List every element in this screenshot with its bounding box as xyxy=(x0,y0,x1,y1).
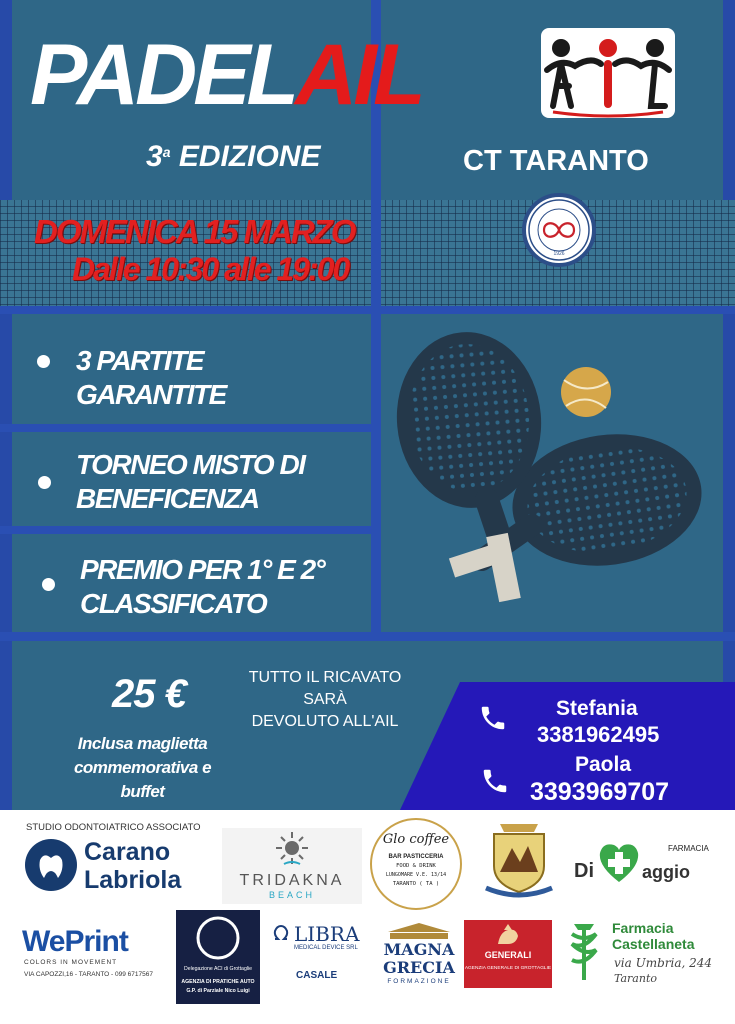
tooth-icon xyxy=(24,838,78,892)
weprint-logo xyxy=(22,925,128,959)
carano-name1: Carano xyxy=(84,838,171,866)
lion-icon xyxy=(494,924,522,948)
ail-logo xyxy=(541,28,675,118)
aci-line1: Delegazione ACI di Grottaglie xyxy=(183,966,253,972)
libra-sub: MEDICAL DEVICE SRL xyxy=(294,945,358,951)
contact-1-phone[interactable]: 3381962495 xyxy=(537,722,660,747)
entry-price: 25 € xyxy=(112,672,186,716)
phone-icon xyxy=(480,766,510,796)
sponsor-farmacia-di-maggio xyxy=(572,838,712,896)
glo-line3: LUNGOMARE V.E. 13/14 xyxy=(385,872,447,878)
court-base-line xyxy=(0,632,735,641)
sponsor-carano-labriola xyxy=(22,818,207,906)
feature-1-line2: GARANTITE xyxy=(76,379,226,410)
bullet-2 xyxy=(38,476,51,489)
ail-people-icon xyxy=(541,28,675,118)
court-side-left xyxy=(0,0,12,810)
proceeds-line3: DEVOLUTO ALL'AIL xyxy=(251,713,399,730)
carano-name2: Labriola xyxy=(84,866,182,894)
includes-line1: Inclusa maglietta xyxy=(77,734,208,753)
court-service-line xyxy=(0,306,735,314)
club-logo-year: 1926 xyxy=(553,251,565,257)
aci-logo-icon xyxy=(196,916,240,960)
castellaneta-line1: Farmacia xyxy=(612,920,674,936)
proceeds-note xyxy=(230,667,420,733)
feature-3-line1: PREMIO PER 1° E 2° xyxy=(80,554,325,585)
price-includes xyxy=(55,732,230,804)
carano-tagline: STUDIO ODONTOIATRICO ASSOCIATO xyxy=(26,822,201,833)
glo-line1: BAR PASTICCERIA xyxy=(388,854,444,860)
aci-line3: G.P. di Parziale Nico Luigi xyxy=(186,988,250,994)
sponsor-magna-grecia xyxy=(378,922,460,992)
glo-line2: FOOD & DRINK xyxy=(396,863,436,869)
edition-suffix: a xyxy=(162,144,171,160)
weprint-print: Print xyxy=(64,925,128,958)
diaggio-name2: aggio xyxy=(642,862,690,882)
magna-line1: MAGNA xyxy=(383,940,455,959)
sponsor-generali xyxy=(464,920,552,988)
proceeds-line1: TUTTO IL RICAVATO xyxy=(248,669,402,686)
edition-text: EDIZIONE xyxy=(178,140,321,173)
title-padel: PADEL xyxy=(30,27,296,123)
padel-rackets-icon xyxy=(392,330,712,610)
sun-shell-icon xyxy=(270,830,314,870)
castellaneta-line3: via Umbria, 244 xyxy=(614,956,713,970)
heart-cross-icon xyxy=(596,840,642,886)
castellaneta-line4: Taranto xyxy=(614,972,657,985)
sponsor-glo-coffee xyxy=(370,818,462,910)
poster-title xyxy=(30,27,422,123)
weprint-we: We xyxy=(22,925,65,958)
coat-of-arms-icon xyxy=(480,818,558,902)
feature-3 xyxy=(80,553,324,621)
libra-name: LIBRA xyxy=(294,922,360,946)
proceeds-line2: SARÀ xyxy=(303,691,347,708)
generali-name: GENERALI xyxy=(484,950,532,960)
tridakna-name: TRIDAKNA xyxy=(239,872,345,889)
includes-line2: commemorativa e xyxy=(73,758,212,777)
weprint-address: VIA CAPOZZI,16 - TARANTO - 099 6717567 xyxy=(24,971,153,978)
phone-icon xyxy=(478,703,508,733)
edition-label xyxy=(146,140,321,174)
glo-name: Glo coffee xyxy=(382,832,450,847)
diaggio-name1: Di xyxy=(574,860,594,882)
feature-2 xyxy=(76,448,305,516)
feature-3-line2: CLASSIFICATO xyxy=(80,588,267,619)
contact-2-name: Paola xyxy=(575,753,632,776)
magna-line3: FORMAZIONE xyxy=(387,978,451,985)
magna-line2: GRECIA xyxy=(383,958,455,977)
sponsor-libra xyxy=(268,918,376,998)
bullet-3 xyxy=(42,578,55,591)
sponsor-farmacia-castellaneta xyxy=(558,918,713,990)
feature-divider-2 xyxy=(0,526,371,534)
bullet-1 xyxy=(37,355,50,368)
sponsors-strip xyxy=(0,810,735,1024)
feature-1 xyxy=(76,344,226,412)
feature-divider-1 xyxy=(0,424,371,432)
contact-2-phone[interactable]: 3393969707 xyxy=(530,778,670,806)
title-ail: AIL xyxy=(295,27,422,123)
sponsor-aci xyxy=(176,910,260,1004)
feature-2-line1: TORNEO MISTO DI xyxy=(76,449,305,480)
event-time: Dalle 10:30 alle 19:00 xyxy=(72,251,349,287)
feature-1-line1: 3 PARTITE xyxy=(76,345,204,376)
caduceus-icon xyxy=(558,920,610,984)
glo-line4: TARANTO ( TA ) xyxy=(392,881,440,887)
club-seal-icon xyxy=(526,197,592,263)
feature-2-line2: BENEFICENZA xyxy=(76,483,259,514)
casale-name: CASALE xyxy=(296,970,338,981)
event-date: DOMENICA 15 MARZO xyxy=(34,213,355,250)
diaggio-small: FARMACIA xyxy=(668,844,709,853)
omega-icon xyxy=(272,924,290,942)
club-name: CT TARANTO xyxy=(463,145,649,177)
castellaneta-line2: Castellaneta xyxy=(612,936,695,952)
edition-number: 3 xyxy=(146,140,163,173)
weprint-tag: COLORS IN MOVEMENT xyxy=(24,959,118,966)
sponsor-weprint xyxy=(22,925,174,985)
includes-line3: buffet xyxy=(120,782,165,801)
aci-line2: AGENZIA DI PRATICHE AUTO xyxy=(181,979,255,985)
tridakna-sub: BEACH xyxy=(268,890,315,900)
contact-1-name: Stefania xyxy=(556,697,638,720)
sponsor-tridakna xyxy=(222,828,362,904)
temple-icon xyxy=(386,922,452,940)
generali-line1: AGENZIA GENERALE DI GROTTAGLIE xyxy=(464,966,552,971)
club-logo xyxy=(522,193,596,267)
